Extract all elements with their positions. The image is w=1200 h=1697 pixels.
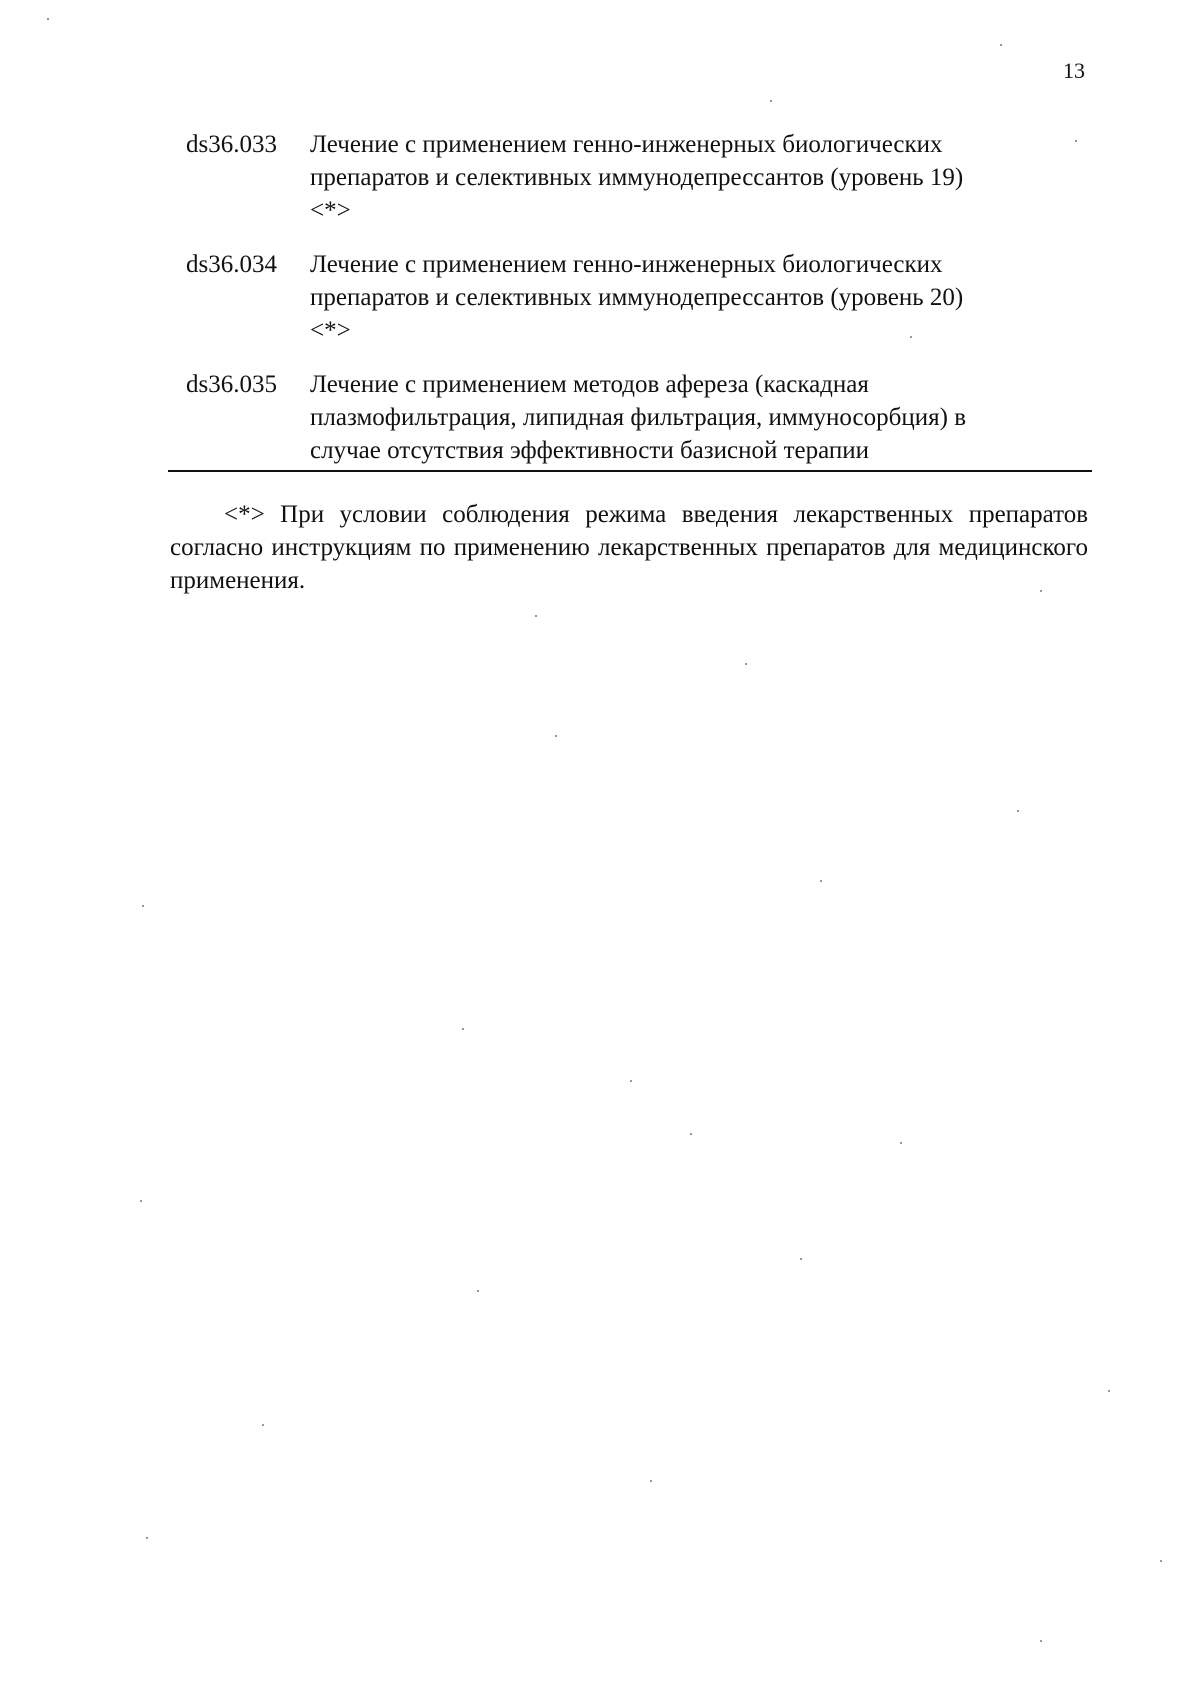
scan-speck [820,880,822,882]
description-line: Лечение с применением методов афереза (каскадная [310,371,869,398]
scan-speck [1040,590,1042,592]
description-line: препаратов и селективных иммунодепрессантов (уровень 20) [310,284,964,311]
page-number: 13 [1063,58,1085,83]
scan-speck [1108,1390,1110,1392]
scan-speck [770,100,772,102]
scan-speck [535,615,537,617]
separator-rule [168,470,1092,472]
scan-speck [146,1537,148,1539]
description-line: <*> [310,197,351,224]
treatment-description [310,368,1070,467]
description-line: препаратов и селективных иммунодепрессантов (уровень 19) [310,164,964,191]
list-item [186,128,1086,227]
scan-speck [262,1424,264,1426]
scan-speck [142,905,144,907]
scan-speck [1040,1640,1042,1642]
scan-speck [555,735,557,737]
scan-speck [140,1200,142,1202]
scan-speck [630,1080,632,1082]
treatment-code: ds36.033 [186,131,277,158]
treatment-code: ds36.034 [186,251,277,278]
treatment-code-list [186,128,1086,488]
description-line: Лечение с применением генно-инженерных биологических [310,251,943,278]
scan-speck [47,18,49,20]
treatment-code: ds36.035 [186,371,277,398]
scan-speck [477,1290,479,1292]
scan-speck [650,1480,652,1482]
treatment-description [310,248,1070,347]
description-line: <*> [310,317,351,344]
description-line: плазмофильтрация, липидная фильтрация, иммуносорбция) в [310,404,966,431]
scan-speck [1017,810,1019,812]
scan-speck [1160,1560,1162,1562]
list-item [186,368,1086,467]
list-item [186,248,1086,347]
treatment-description [310,128,1070,227]
scan-speck [1075,140,1077,142]
scan-speck [745,663,747,665]
scan-speck [910,336,912,338]
footnote: <*> При условии соблюдения режима введения лекарственных препаратов согласно инструкциям по применению лекарственных препаратов для медицинского применения. [170,501,1088,594]
scan-speck [462,1028,464,1030]
description-line: случае отсутствия эффективности базисной терапии [310,437,870,464]
scan-speck [900,1142,902,1144]
scan-speck [1000,44,1002,46]
description-line: Лечение с применением генно-инженерных биологических [310,131,943,158]
scan-speck [800,1258,802,1260]
scan-speck [690,1133,692,1135]
